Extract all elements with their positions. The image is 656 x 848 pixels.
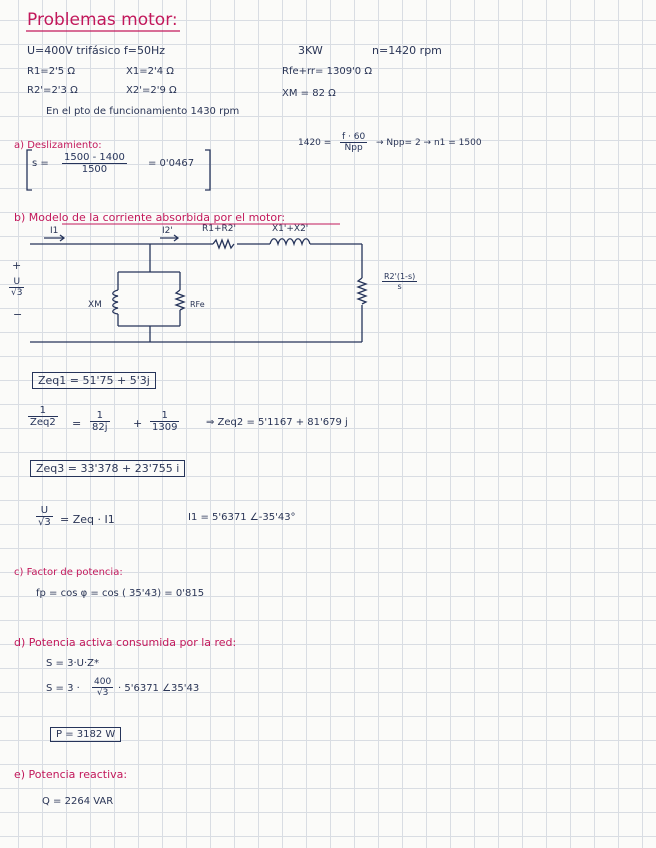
slip-den: 1500 bbox=[81, 164, 108, 175]
voltage-den: √3 bbox=[11, 288, 23, 298]
section-c-heading: c) Factor de potencia: bbox=[14, 567, 123, 578]
power-factor-formula: fp = cos φ = cos ( 35'43) = 0'815 bbox=[36, 588, 205, 599]
voltage-num: U bbox=[9, 277, 24, 288]
series-r-label: R1+R2' bbox=[202, 224, 236, 234]
given-xm: XM = 82 Ω bbox=[282, 88, 336, 99]
load-fraction bbox=[382, 272, 417, 291]
apparent-power-sub-b: · 5'6371 ∠35'43 bbox=[118, 683, 200, 694]
section-e-heading: e) Potencia reactiva: bbox=[14, 768, 128, 781]
zeq2-lhs-num: 1 bbox=[28, 405, 58, 417]
zeq2-plus: + bbox=[133, 417, 143, 430]
given-r2: R2'=2'3 Ω bbox=[27, 85, 78, 96]
zeq2-lhs-fraction bbox=[28, 405, 58, 428]
slip-formula-s: s = bbox=[32, 158, 49, 169]
given-power: 3KW bbox=[298, 44, 323, 57]
given-x2: X2'=2'9 Ω bbox=[126, 85, 177, 96]
section-b-heading: b) Modelo de la corriente absorbida por el motor: bbox=[14, 211, 286, 224]
side-eq-right: → Npp= 2 → n1 = 1500 bbox=[376, 138, 482, 148]
current-i2-label: I2' bbox=[162, 226, 173, 236]
given-speed: n=1420 rpm bbox=[372, 44, 442, 57]
ohm-rhs: = Zeq · I1 bbox=[60, 513, 115, 526]
zeq2-term1-num: 1 bbox=[90, 410, 110, 422]
zeq1-result: Zeq1 = 51'75 + 5'3j bbox=[32, 372, 156, 389]
current-i1-label: I1 bbox=[50, 226, 59, 236]
voltage-fraction bbox=[9, 277, 24, 298]
slip-result: = 0'0467 bbox=[148, 158, 195, 169]
ohm-lhs-num: U bbox=[36, 505, 53, 517]
apparent-power-fraction bbox=[92, 677, 113, 698]
xm-label: XM bbox=[88, 300, 102, 310]
voltage-minus: − bbox=[13, 308, 23, 321]
load-den: s bbox=[397, 282, 402, 291]
given-x1: X1=2'4 Ω bbox=[126, 66, 174, 77]
page-title: Problemas motor: bbox=[27, 10, 178, 30]
section-a-heading: a) Deslizamiento: bbox=[14, 140, 102, 151]
voltage-plus: + bbox=[12, 259, 22, 272]
apparent-power-sub-a: S = 3 · bbox=[46, 683, 80, 694]
operating-condition: En el pto de funcionamiento 1430 rpm bbox=[46, 106, 240, 117]
zeq2-equals: = bbox=[72, 417, 82, 430]
reactive-power-result: Q = 2264 VAR bbox=[42, 796, 114, 807]
zeq3-result: Zeq3 = 33'378 + 23'755 i bbox=[30, 460, 185, 477]
section-d-heading: d) Potencia activa consumida por la red: bbox=[14, 636, 237, 649]
active-power-result: P = 3182 W bbox=[50, 727, 121, 742]
zeq2-term1-den: 82j bbox=[92, 422, 108, 433]
zeq2-term1-fraction bbox=[90, 410, 110, 433]
series-x-label: X1'+X2' bbox=[272, 224, 309, 234]
zeq2-term2-num: 1 bbox=[150, 410, 179, 422]
side-eq-left: 1420 = bbox=[298, 138, 332, 148]
i1-result: I1 = 5'6371 ∠-35'43° bbox=[188, 512, 296, 523]
zeq2-result: ⇒ Zeq2 = 5'1167 + 81'679 j bbox=[206, 417, 348, 428]
zeq2-term2-den: 1309 bbox=[152, 422, 178, 433]
zeq2-lhs-den: Zeq2 bbox=[30, 417, 56, 428]
apparent-power-formula: S = 3·U·Z* bbox=[46, 658, 99, 669]
zeq2-term2-fraction bbox=[150, 410, 179, 433]
side-eq-num: f · 60 bbox=[342, 132, 366, 142]
rfe-label: RFe bbox=[190, 300, 205, 309]
load-num: R2'(1-s) bbox=[384, 272, 416, 281]
ohm-lhs-fraction bbox=[36, 505, 53, 528]
given-rfe: Rfe+rr= 1309'0 Ω bbox=[282, 66, 372, 77]
ohm-lhs-den: √3 bbox=[38, 517, 51, 528]
side-eq-den: Npp bbox=[344, 143, 363, 153]
given-data-line1: U=400V trifásico f=50Hz bbox=[27, 44, 165, 57]
given-r1: R1=2'5 Ω bbox=[27, 66, 75, 77]
apparent-power-den: √3 bbox=[96, 688, 109, 698]
apparent-power-num: 400 bbox=[94, 677, 112, 687]
slip-num: 1500 - 1400 bbox=[64, 152, 125, 163]
